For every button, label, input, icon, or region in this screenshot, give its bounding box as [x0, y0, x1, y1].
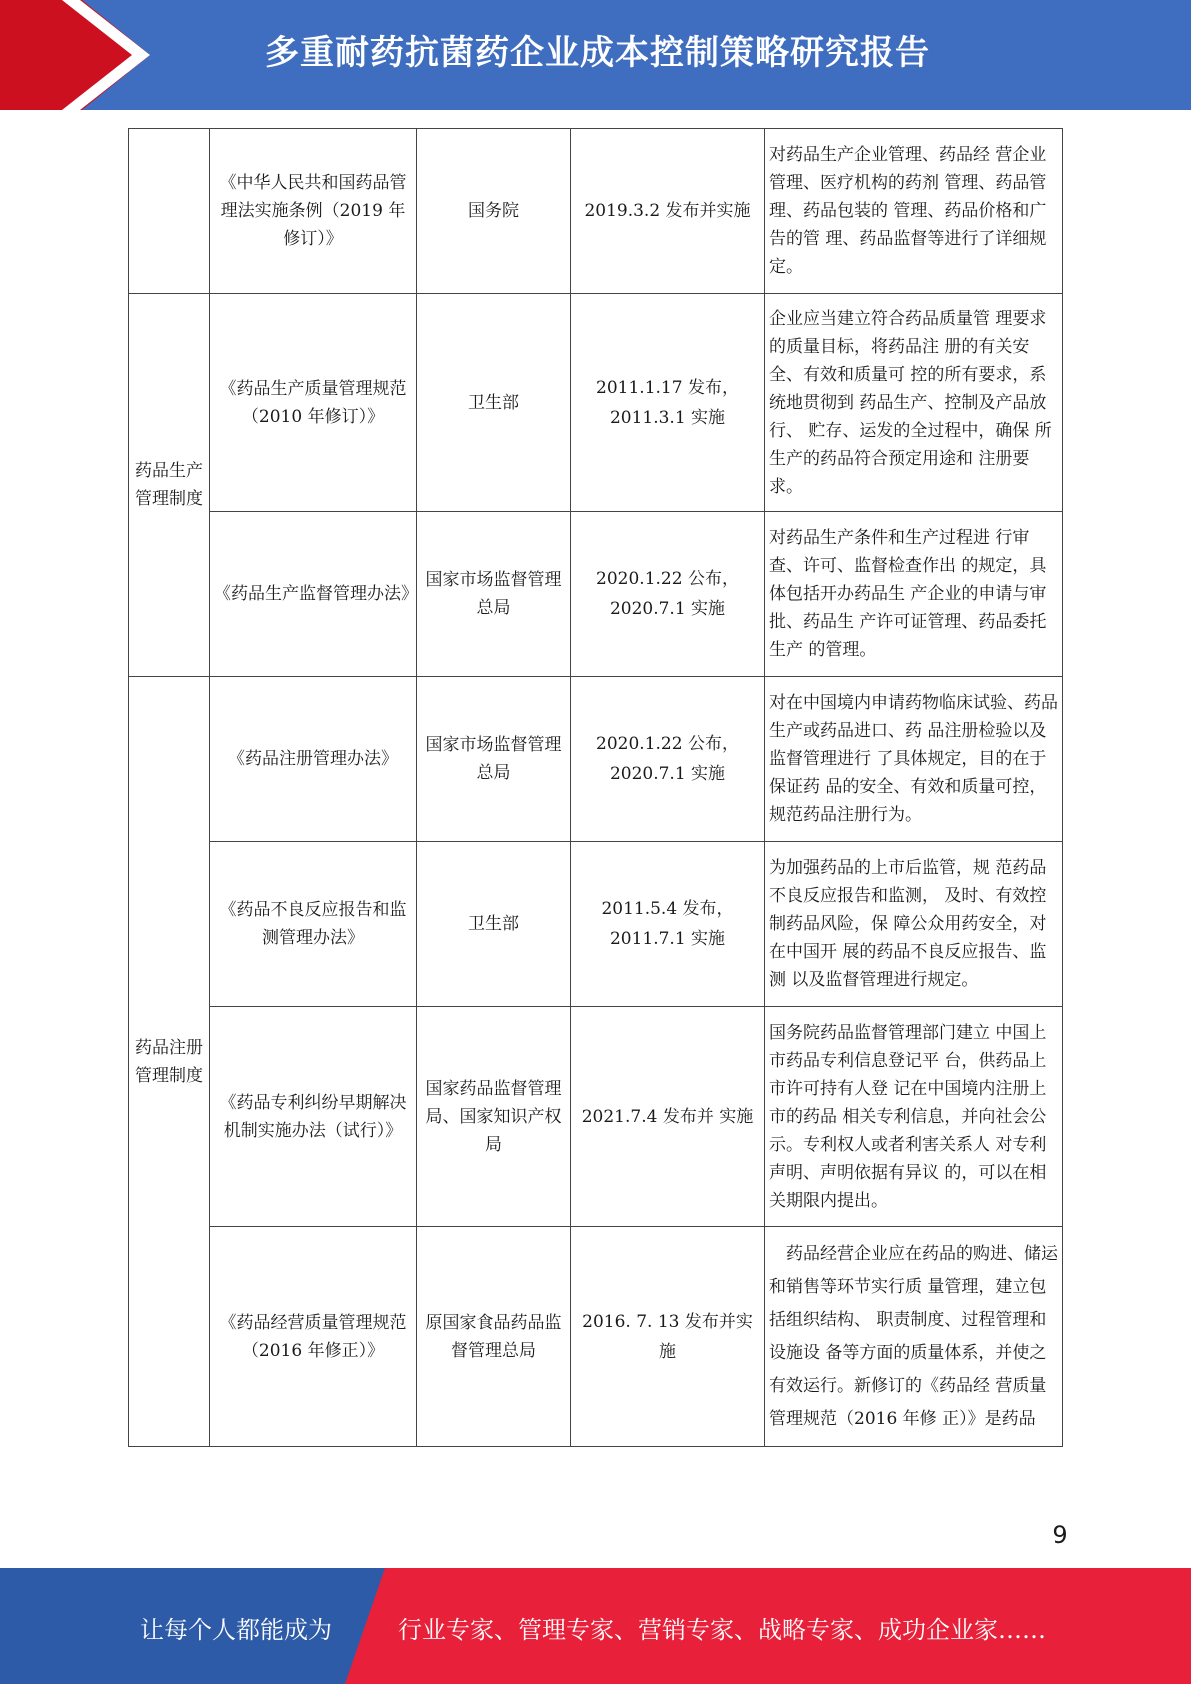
date-line: 2011.3.1 实施	[609, 407, 726, 428]
date-line: 2011.7.1 实施	[609, 929, 726, 949]
category-cell-empty	[129, 129, 210, 294]
date-line: 2020.7.1 实施	[609, 764, 726, 784]
regulation-name: 《药品经营质量管理规范（2016 年修正）》	[210, 1227, 417, 1447]
table-row	[129, 677, 1063, 842]
regulation-description: 企业应当建立符合药品质量管 理要求的质量目标，将药品注 册的有关安全、有效和质量可 控的所有要求，系统地贯彻到 药品生产、控制及产品放行、 贮存、运发的全过程中，确保 所生产的药品符合预定用途和 注册要求。	[765, 294, 1063, 512]
issue-date	[571, 842, 765, 1007]
regulation-description: 国务院药品监督管理部门建立 中国上市药品专利信息登记平 台，供药品上市许可持有人登 记在中国境内注册上市的药品 相关专利信息，并向社会公 示。专利权人或者利害关系人 对专利声明、声明依据有异议 的，可以在相关期限内提出。	[765, 1007, 1063, 1227]
date-line: 2016. 7. 13 发布并实施	[582, 1311, 753, 1362]
issue-date	[571, 1007, 765, 1227]
regulation-name: 《药品生产质量管理规范（2010 年修订）》	[210, 294, 417, 512]
date-line: 2020.1.22 公布，	[596, 734, 739, 754]
regulation-description: 为加强药品的上市后监管，规 范药品不良反应报告和监测， 及时、有效控制药品风险，保 障公众用药安全，对在中国开 展的药品不良反应报告、监测 以及监督管理进行规定。	[765, 842, 1063, 1007]
table-row	[129, 512, 1063, 677]
date-line: 2020.1.22 公布，	[596, 569, 739, 589]
issue-date	[571, 129, 765, 294]
category-cell: 药品生产管理制度	[129, 294, 210, 677]
policy-table	[128, 128, 1063, 1447]
report-title: 多重耐药抗菌药企业成本控制策略研究报告	[265, 33, 930, 73]
footer-slogan-right: 行业专家、管理专家、营销专家、战略专家、成功企业家……	[398, 1616, 1046, 1644]
issuing-authority: 国家市场监督管理总局	[417, 677, 571, 842]
issuing-authority: 国家市场监督管理总局	[417, 512, 571, 677]
regulation-description: 药品经营企业应在药品的购进、储运和销售等环节实行质 量管理，建立包括组织结构、 职责制度、过程管理和设施设 备等方面的质量体系，并使之 有效运行。新修订的《药品经 营质量管理规范（2016 年修 正）》是药品	[765, 1227, 1063, 1447]
regulation-name: 《药品不良反应报告和监测管理办法》	[210, 842, 417, 1007]
regulation-name: 《药品生产监督管理办法》	[210, 512, 417, 677]
issuing-authority: 原国家食品药品监督管理总局	[417, 1227, 571, 1447]
date-line: 2020.7.1 实施	[609, 599, 726, 619]
table-row	[129, 1007, 1063, 1227]
issue-date	[571, 294, 765, 512]
table-row	[129, 129, 1063, 294]
page-number: 9	[1052, 1521, 1068, 1549]
issuing-authority: 国家药品监督管理局、国家知识产权局	[417, 1007, 571, 1227]
regulation-name: 《中华人民共和国药品管理法实施条例（2019 年修订）》	[210, 129, 417, 294]
table-row	[129, 1227, 1063, 1447]
date-line: 2011.1.17 发布，	[596, 377, 739, 398]
issuing-authority: 卫生部	[417, 294, 571, 512]
table-row	[129, 294, 1063, 512]
regulation-name: 《药品专利纠纷早期解决机制实施办法（试行）》	[210, 1007, 417, 1227]
issue-date	[571, 677, 765, 842]
regulation-description: 对药品生产企业管理、药品经 营企业管理、医疗机构的药剂 管理、药品管理、药品包装的 管理、药品价格和广告的管 理、药品监督等进行了详细规 定。	[765, 129, 1063, 294]
regulation-description: 对在中国境内申请药物临床试验、药品生产或药品进口、药 品注册检验以及监督管理进行 了具体规定，目的在于保证药 品的安全、有效和质量可控， 规范药品注册行为。	[765, 677, 1063, 842]
category-cell: 药品注册管理制度	[129, 677, 210, 1447]
table-row	[129, 842, 1063, 1007]
regulation-description: 对药品生产条件和生产过程进 行审查、许可、监督检查作出 的规定，具体包括开办药品生 产企业的申请与审批、药品生 产许可证管理、药品委托生产 的管理。	[765, 512, 1063, 677]
issue-date	[571, 512, 765, 677]
issue-date	[571, 1227, 765, 1447]
issuing-authority: 国务院	[417, 129, 571, 294]
regulation-name: 《药品注册管理办法》	[210, 677, 417, 842]
date-line: 2021.7.4 发布并 实施	[581, 1106, 754, 1127]
issuing-authority: 卫生部	[417, 842, 571, 1007]
date-line: 2019.3.2 发布并实施	[584, 201, 751, 221]
date-line: 2011.5.4 发布，	[601, 899, 734, 919]
footer-slogan-left: 让每个人都能成为	[140, 1616, 332, 1644]
